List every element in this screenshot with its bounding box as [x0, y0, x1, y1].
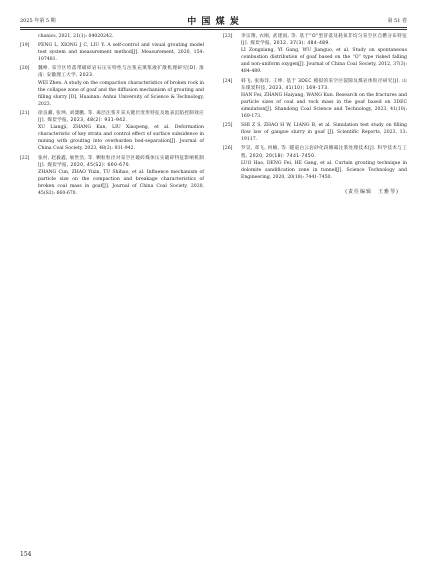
reference-entry [223, 145, 407, 180]
reference-text-en: WEI Zhen. A study on the compaction characteristics of broken rock in the collapse zone of goaf and the diffusion mechanism of grouting and filling slurry [D]. Huainan: Anhui University of Science & Technology, 2023. [38, 80, 204, 107]
reference-text-cn: 李宗翔, 衣刚, 武建国, 等. 基于“O”型冒落及耗氧非均匀采空区自燃分布特征[J]. 煤炭学报, 2012, 37(3): 484-489. [241, 34, 407, 47]
reference-text-en: SHI Z S, ZHAO H W, LIANG B, et al. Simulation test study on filling flow law of gangue slurry in goaf [J]. Scientific Reports, 2023, 13: 19117. [241, 123, 407, 143]
reference-entry [20, 42, 204, 63]
reference-text-en: PENG L, XIONG J C, LIU Y. A self-control and visual grouting model test system and measurement method[J]. Measurement, 2020, 154: 107481. [38, 43, 204, 63]
reference-entry [20, 65, 204, 108]
reference-entry [20, 33, 204, 40]
reference-text-en: LUO Hao, DENG Fei, HE Gang, et al. Curtain grouting technique in dolomite sandification zone in tunnel[J]. Science Technology and Engineering, 2020, 20(18): 7441-7450. [241, 160, 407, 180]
reference-text-en: HAN Fei, ZHANG Haiyang, WANG Kun. Research on the fractures and particle sizes of coal and rock mass in the goaf based on 3DEC simulation[J]. Shandong Coal Science and Technology, 2023, 41(10): 169-173. [241, 92, 407, 120]
reference-number: [24] [223, 78, 233, 84]
reference-number: [23] [223, 34, 233, 39]
running-header [20, 13, 407, 27]
reference-number: [25] [223, 123, 233, 129]
reference-text-cn: 韩飞, 张海洋, 王坤. 基于 3DEC 模拟的采空区裂隙及煤岩体粒径研究[J]. 山东煤炭科技, 2023, 41(10): 169-173. [241, 78, 407, 91]
reference-column-left [20, 33, 204, 199]
reference-text-en: ZHANG Cun, ZHAO Yixin, TU Shihao, et al. Influence mechanism of particle size on the compaction and breakage characteristics of broken coal mass in goaf[J]. Journal of China Coal Society, 2020, 45(S2): 660-670. [38, 169, 204, 196]
reference-entry [223, 78, 407, 121]
reference-entry [20, 110, 204, 153]
reference-text-en: LI Zongxiang, YI Gang, WU Jianguo, et al. Study on spontaneous combustion distribution of goaf based on the “O” type risked falling and non-uniform oxygen[J]. Journal of China Coal Society, 2012, 37(3): 484-489. [241, 48, 407, 75]
reference-entry [223, 33, 407, 76]
journal-title: 中 国 煤 炭 [187, 17, 240, 27]
reference-number: [22] [20, 155, 30, 161]
volume-label: 第 51 卷 [387, 18, 407, 24]
reference-number: [21] [20, 110, 30, 116]
reference-text-cn: 罗昊, 邓飞, 何楠, 等. 隧道白云岩砂化段帷幕注浆处理技术[J]. 科学技术与工程, 2020, 20(18): 7441-7450. [241, 146, 407, 159]
reference-text-en: chanics, 2021, 21(1): 04020242. [38, 34, 114, 39]
issue-label: 2025 年第 5 期 [20, 18, 56, 24]
reference-entry [223, 122, 407, 143]
reference-number: [26] [223, 146, 233, 152]
header-rule-thick [20, 27, 407, 28]
page-number: 154 [20, 551, 32, 558]
reference-text-cn: 徐良骥, 张坤, 刘潇鹏, 等. 离层注浆开采关键层变形特征及地表沉陷控制效应[J]. 煤炭学报, 2023, 48(2): 931-942. [38, 110, 204, 124]
reference-text-en: XU Liangji, ZHANG Kun, LIU Xiaopeng, et al. Deformation characteristic of key strata and control effect of surface subsidence in mining with grouting into overburden bed-separation[J]. Journal of China Coal Society, 2023, 48(2): 931-942. [38, 125, 204, 152]
editor-note: (责任编辑 王雅琴) [345, 188, 399, 195]
reference-column-right [223, 33, 407, 196]
reference-entry [20, 155, 204, 198]
reference-text-cn: 张村, 赵毅鑫, 屠世浩, 等. 颗粒粒径对采空区破碎煤体压实破碎特征影响机制[J]. 煤炭学报, 2020, 45(S2): 660-670. [38, 155, 204, 168]
reference-number: [19] [20, 43, 30, 49]
reference-number: [20] [20, 66, 30, 72]
reference-text-cn: 魏峥. 采空区垮落带破碎岩石压实特性与注浆充填浆液扩散机理研究[D]. 淮南: 安徽理工大学, 2023. [38, 66, 204, 79]
header-rule-thin [20, 29, 407, 30]
